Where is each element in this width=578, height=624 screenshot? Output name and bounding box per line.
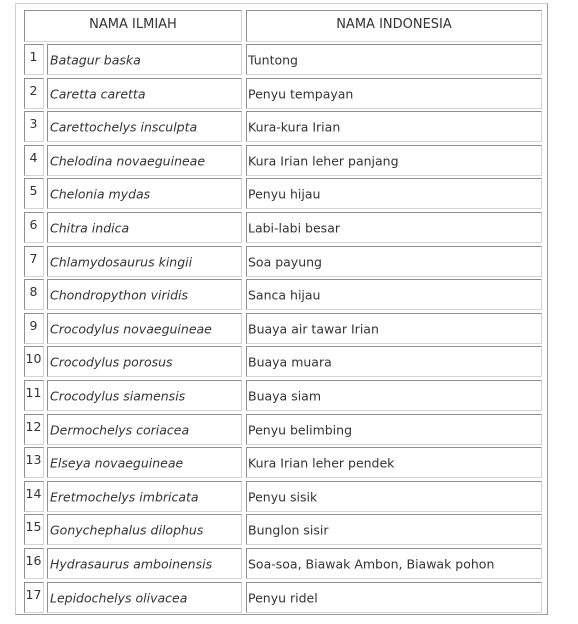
scientific-name-cell [47,111,242,142]
indonesian-name-text: Penyu tempayan [248,86,354,101]
scientific-name-text: Lepidochelys olivacea [50,590,188,605]
scientific-name-cell [47,481,242,512]
indonesian-name-text: Kura Irian leher panjang [248,153,399,168]
indonesian-name-text: Bunglon sisir [248,522,329,537]
scientific-name-cell [47,44,242,75]
indonesian-name-text: Buaya muara [248,354,332,369]
indonesian-name-cell [246,111,542,142]
indonesian-name-cell [246,145,542,176]
scientific-name-text: Chelonia mydas [50,186,151,201]
indonesian-name-text: Buaya air tawar Irian [248,321,379,336]
scientific-name-text: Carettochelys insculpta [50,119,198,134]
scientific-name-text: Hydrasaurus amboinensis [50,556,213,571]
indonesian-name-text: Tuntong [248,52,298,67]
row-number: 4 [24,145,44,176]
indonesian-name-cell [246,447,542,478]
row-number: 5 [24,178,44,209]
scientific-name-cell [47,212,242,243]
indonesian-name-text: Penyu hijau [248,186,321,201]
scientific-name-text: Crocodylus siamensis [50,388,186,403]
indonesian-name-text: Soa payung [248,254,322,269]
scientific-name-cell [47,145,242,176]
indonesian-name-cell [246,178,542,209]
indonesian-name-text: Labi-labi besar [248,220,340,235]
scientific-name-cell [47,380,242,411]
indonesian-name-cell [246,44,542,75]
scientific-name-text: Dermochelys coriacea [50,422,190,437]
scientific-name-cell [47,178,242,209]
scientific-name-cell [47,582,242,613]
indonesian-name-cell [246,380,542,411]
scientific-name-cell [47,313,242,344]
indonesian-name-cell [246,313,542,344]
row-number: 17 [24,582,44,613]
scientific-name-text: Chondropython viridis [50,287,189,302]
scientific-name-text: Crocodylus novaeguineae [50,321,212,336]
indonesian-name-cell [246,346,542,377]
scientific-name-text: Eretmochelys imbricata [50,489,199,504]
scientific-name-cell [47,548,242,579]
scientific-name-cell [47,78,242,109]
indonesian-name-cell [246,246,542,277]
row-number: 10 [24,346,44,377]
indonesian-name-text: Kura Irian leher pendek [248,455,395,470]
scientific-name-cell [47,346,242,377]
row-number: 14 [24,481,44,512]
scientific-name-text: Chelodina novaeguineae [50,153,206,168]
indonesian-name-cell [246,582,542,613]
indonesian-name-text: Penyu belimbing [248,422,353,437]
scientific-name-text: Crocodylus porosus [50,354,173,369]
row-number: 8 [24,279,44,310]
scientific-name-text: Elseya novaeguineae [50,455,184,470]
row-number: 15 [24,514,44,545]
row-number: 7 [24,246,44,277]
indonesian-name-text: Soa-soa, Biawak Ambon, Biawak pohon [248,556,495,571]
scientific-name-cell [47,246,242,277]
row-number: 3 [24,111,44,142]
indonesian-name-cell [246,548,542,579]
scientific-name-cell [47,514,242,545]
row-number: 11 [24,380,44,411]
scientific-name-cell [47,414,242,445]
indonesian-name-text: Buaya siam [248,388,322,403]
scientific-name-text: Batagur baska [50,52,141,67]
scientific-name-text: Caretta caretta [50,86,146,101]
indonesian-name-cell [246,78,542,109]
indonesian-name-cell [246,414,542,445]
row-number: 12 [24,414,44,445]
header-scientific-name: NAMA ILMIAH [24,10,242,42]
indonesian-name-cell [246,279,542,310]
indonesian-name-text: Penyu ridel [248,590,318,605]
indonesian-name-text: Kura-kura Irian [248,119,341,134]
row-number: 2 [24,78,44,109]
indonesian-name-text: Sanca hijau [248,287,321,302]
scientific-name-text: Chitra indica [50,220,130,235]
indonesian-name-cell [246,514,542,545]
indonesian-name-cell [246,481,542,512]
indonesian-name-text: Penyu sisik [248,489,318,504]
row-number: 6 [24,212,44,243]
scientific-name-cell [47,447,242,478]
row-number: 9 [24,313,44,344]
species-table [15,3,548,615]
row-number: 16 [24,548,44,579]
header-indonesian-name: NAMA INDONESIA [246,10,542,42]
scientific-name-cell [47,279,242,310]
row-number: 1 [24,44,44,75]
scientific-name-text: Chlamydosaurus kingii [50,254,193,269]
scientific-name-text: Gonychephalus dilophus [50,522,204,537]
row-number: 13 [24,447,44,478]
indonesian-name-cell [246,212,542,243]
